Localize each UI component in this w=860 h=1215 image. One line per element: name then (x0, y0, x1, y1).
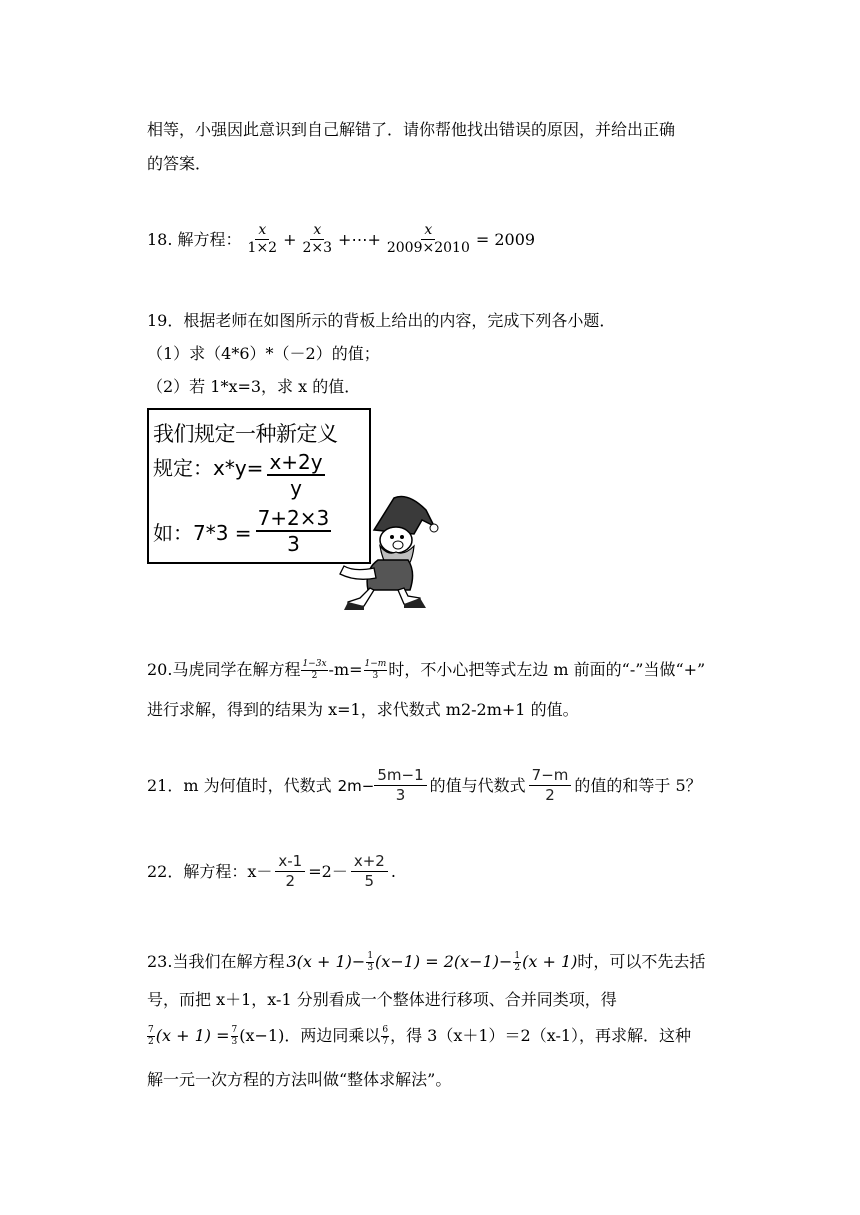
board-example: 如：7*3 = $\frac{7+2\times 3}{3}$ (153, 506, 330, 556)
q19-line-1: 19．根据老师在如图所示的背板上给出的内容，完成下列各小题． (147, 311, 616, 330)
board-example-fraction: $\frac{7+2\times 3}{3}$ (257, 506, 330, 556)
q23-line-2: 号，而把 x＋1，x-1 分别看成一个整体进行移项、合并同类项，得 (147, 990, 617, 1009)
q18-equation: 18. 解方程： $\frac{x}{1\times 2}$ + $\frac{x}{2\times 3}$ +⋯+ $\frac{x}{2009\times 2010}$ = 2009 (147, 222, 536, 256)
q23-fraction-c: $\frac{7}{2}$ (148, 1024, 154, 1047)
q22-fraction-1: $\frac{x-1}{2}$ (275, 852, 305, 891)
q20-line-2: 进行求解，得到的结果为 x=1，求代数式 m2-2m+1 的值。 (147, 700, 579, 719)
q18-prefix: 18. 解方程： (147, 229, 242, 249)
q23-fraction-a: $\frac{1}{3}$ (367, 950, 374, 973)
board-title: 我们规定一种新定义 (153, 422, 338, 446)
q17-line-1: 相等，小强因此意识到自己解错了．请你帮他找出错误的原因，并给出正确 (147, 120, 676, 139)
q17-line-2: 的答案． (147, 154, 212, 173)
q19-part-2: （2）若 1*x=3，求 x 的值． (147, 377, 361, 396)
board-definition-fraction: $\frac{x+2y}{y}$ (269, 450, 323, 500)
q19-part-1: （1）求（4*6）*（－2）的值； (147, 344, 380, 363)
q23-fraction-e: $\frac{6}{7}$ (382, 1024, 389, 1047)
gnome-teacher-icon (334, 490, 442, 614)
q23-fraction-d: $\frac{7}{3}$ (231, 1024, 238, 1047)
q18-term-3: $\frac{x}{2009\times 2010}$ (386, 222, 470, 256)
q18-rhs: = 2009 (475, 229, 536, 249)
q20-fraction-1: $\frac{1-3x}{2}$ (302, 658, 327, 681)
q22-line: 22．解方程：x－ $\frac{x-1}{2}$ =2－ $\frac{x+2}{5}$ . (147, 852, 396, 890)
q21-fraction-1: $\frac{5m-1}{3}$ (374, 766, 426, 805)
q21-line: 21．m 为何值时，代数式 2m− $\frac{5m-1}{3}$ 的值与代数式 $\frac{7-m}{2}$ 的值的和等于 5？ (147, 766, 702, 804)
q18-term-2: $\frac{x}{2\times 3}$ (302, 222, 333, 256)
q18-term-1: $\frac{x}{1\times 2}$ (247, 222, 278, 256)
q22-fraction-2: $\frac{x+2}{5}$ (351, 852, 388, 891)
q20-fraction-2: $\frac{1-m}{3}$ (364, 658, 387, 681)
q23-fraction-b: $\frac{1}{2}$ (514, 950, 521, 973)
q23-line-3: $\frac{7}{2}$ (x + 1) = $\frac{7}{3}$ (x−1)．两边同乘以 $\frac{6}{7}$ ，得 3（x＋1）＝2（x-1），再求解．这种 (148, 1024, 692, 1047)
q21-fraction-2: $\frac{7-m}{2}$ (529, 766, 572, 805)
q20-line-1: 20.马虎同学在解方程 $\frac{1-3x}{2}$ -m= $\frac{1-m}{3}$ 时，不小心把等式左边 m 前面的“-”当做“+” (147, 658, 706, 681)
q23-line-1: 23.当我们在解方程 3(x + 1)− $\frac{1}{3}$ (x−1) = 2(x−1)− $\frac{1}{2}$ (x + 1) 时，可以不先去括 (147, 950, 706, 973)
board-definition: 规定：x*y= $\frac{x+2y}{y}$ (153, 450, 323, 500)
q23-line-4: 解一元一次方程的方法叫做“整体求解法”。 (147, 1070, 452, 1089)
